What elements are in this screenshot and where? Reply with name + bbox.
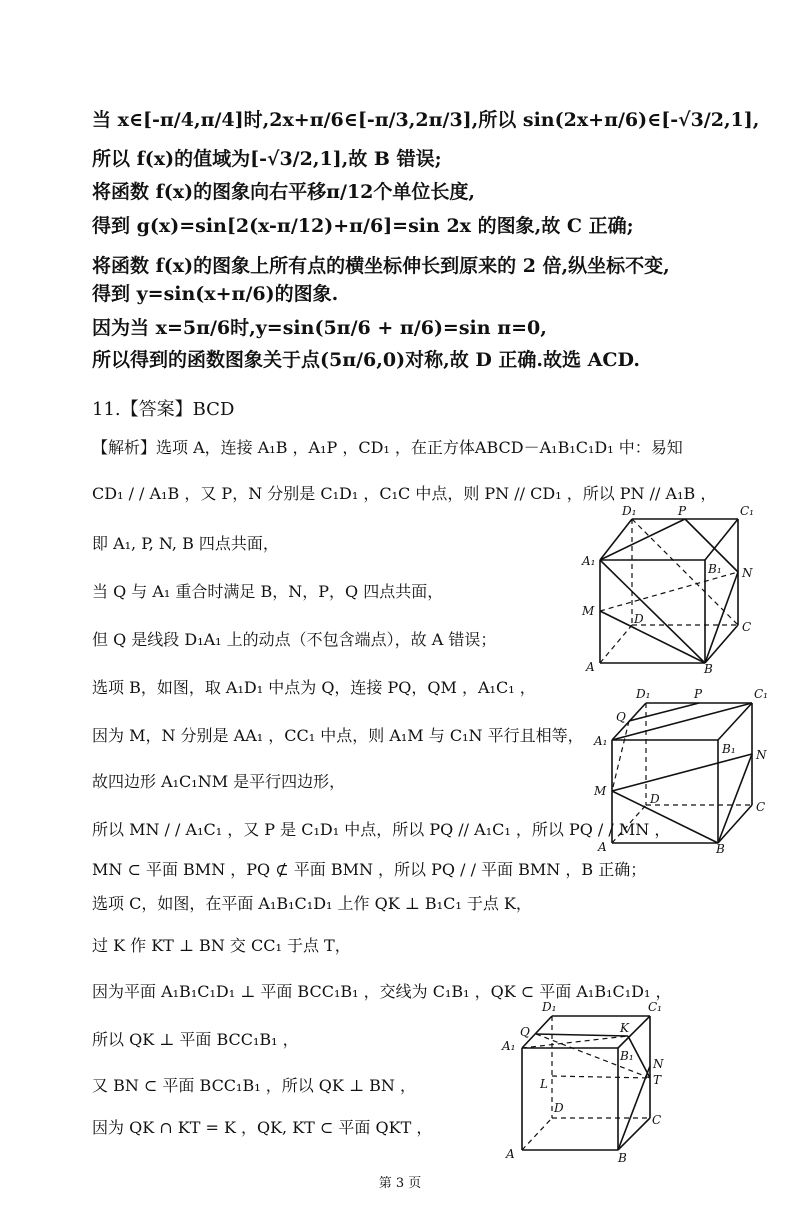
segment-PQ	[629, 703, 699, 721]
analysis-line-6: 选项 B，如图，取 A₁D₁ 中点为 Q，连接 PQ，QM ，A₁C₁ ，	[92, 678, 536, 697]
segment-A1K	[522, 1036, 628, 1048]
segment-MB	[612, 791, 718, 843]
edge	[600, 519, 632, 560]
label-A1: A₁	[502, 1039, 516, 1053]
label-B1: B₁	[708, 562, 722, 576]
analysis-line-13: 因为平面 A₁B₁C₁D₁ ⊥ 平面 BCC₁B₁ ，交线为 C₁B₁ ，QK ⊂ 平面 A₁B₁C₁D₁ ，	[92, 982, 672, 1001]
label-L: L	[540, 1077, 548, 1091]
segment-LT	[552, 1076, 650, 1078]
line-4: 得到 g(x)=sin[2(x-π/12)+π/6]=sin 2x 的图象,故 C 正确;	[92, 215, 634, 237]
line-8: 所以得到的函数图象关于点(5π/6,0)对称,故 D 正确.故选 ACD.	[92, 349, 640, 371]
label-B1: B₁	[620, 1049, 634, 1063]
segment-A1P	[600, 519, 685, 560]
label-Q: Q	[520, 1025, 530, 1039]
line-7: 因为当 x=5π/6时,y=sin(5π/6 + π/6)=sin π=0,	[92, 317, 547, 339]
analysis-line-11: 选项 C，如图，在平面 A₁B₁C₁D₁ 上作 QK ⊥ B₁C₁ 于点 K，	[92, 894, 532, 913]
segment-MN	[600, 572, 738, 611]
cube-figure-1	[570, 505, 770, 675]
edge	[618, 1118, 650, 1150]
label-A1: A₁	[594, 734, 608, 748]
answer-header: 11.【答案】BCD	[92, 399, 235, 420]
segment-MN	[612, 754, 752, 791]
label-D: D	[650, 792, 660, 806]
analysis-line-5: 但 Q 是线段 D₁A₁ 上的动点（不包含端点），故 A 错误；	[92, 630, 497, 649]
line-1: 当 x∈[-π/4,π/4]时,2x+π/6∈[-π/3,2π/3],所以 sin(2x+π/6)∈[-√3/2,1],	[92, 109, 760, 131]
label-A: A	[586, 660, 595, 674]
segment-NB	[705, 572, 738, 663]
analysis-line-15: 又 BN ⊂ 平面 BCC₁B₁ ，所以 QK ⊥ BN ，	[92, 1076, 416, 1095]
cube-figure-2	[590, 685, 780, 855]
line-6: 得到 y=sin(x+π/6)的图象.	[92, 283, 339, 305]
label-Q: Q	[616, 710, 626, 724]
label-N: N	[756, 748, 767, 762]
analysis-line-12: 过 K 作 KT ⊥ BN 交 CC₁ 于点 T，	[92, 936, 351, 955]
label-M: M	[582, 604, 595, 618]
analysis-line-16: 因为 QK ∩ KT = K ，QK, KT ⊂ 平面 QKT ，	[92, 1118, 433, 1137]
segment-NB	[618, 1066, 650, 1150]
segment-MB	[600, 611, 705, 663]
label-T: T	[653, 1073, 662, 1087]
cube-figure-3	[500, 1000, 680, 1165]
label-M: M	[594, 784, 607, 798]
hidden-edge	[600, 625, 632, 663]
label-C: C	[756, 800, 766, 814]
label-A: A	[506, 1147, 515, 1161]
label-C1: C₁	[648, 1000, 662, 1014]
label-C1: C₁	[754, 687, 768, 701]
label-D: D	[634, 612, 644, 626]
analysis-line-9: 所以 MN / / A₁C₁ ，又 P 是 C₁D₁ 中点，所以 PQ // A₁C₁ ，所以 PQ / / MN ，	[92, 820, 671, 839]
edge	[705, 519, 738, 560]
label-P: P	[694, 687, 703, 701]
analysis-line-14: 所以 QK ⊥ 平面 BCC₁B₁ ，	[92, 1030, 299, 1049]
label-D1: D₁	[636, 687, 651, 701]
analysis-line-1: 【解析】选项 A，连接 A₁B ，A₁P ，CD₁ ，在正方体ABCD－A₁B₁C₁D₁ 中：易知	[92, 438, 683, 457]
label-D1: D₁	[622, 505, 637, 518]
segment-A1B	[600, 560, 705, 663]
analysis-line-4: 当 Q 与 A₁ 重合时满足 B，N，P，Q 四点共面，	[92, 582, 444, 601]
line-2: 所以 f(x)的值域为[-√3/2,1],故 B 错误;	[92, 148, 442, 170]
segment-D1C	[632, 519, 738, 625]
label-N: N	[742, 566, 753, 580]
label-B: B	[716, 842, 725, 855]
analysis-line-3: 即 A₁, P, N, B 四点共面，	[92, 534, 279, 553]
edge	[718, 703, 752, 740]
segment-QK	[536, 1034, 628, 1036]
label-C: C	[652, 1113, 662, 1127]
analysis-line-10: MN ⊂ 平面 BMN ，PQ ⊄ 平面 BMN ，所以 PQ / / 平面 BMN ，B 正确；	[92, 860, 647, 879]
segment-NB	[718, 754, 752, 843]
segment-A1C1	[612, 703, 752, 740]
edge	[705, 625, 738, 663]
edge	[718, 805, 752, 843]
label-A: A	[598, 840, 607, 854]
label-A1: A₁	[582, 554, 596, 568]
line-3: 将函数 f(x)的图象向右平移π/12个单位长度,	[92, 181, 475, 203]
label-C1: C₁	[740, 505, 754, 518]
hidden-edge	[612, 805, 646, 843]
label-D1: D₁	[542, 1000, 557, 1014]
analysis-line-2: CD₁ / / A₁B ，又 P，N 分别是 C₁D₁ ，C₁C 中点，则 PN // CD₁ ，所以 PN // A₁B ，	[92, 484, 717, 503]
label-C: C	[742, 620, 752, 634]
label-D: D	[554, 1101, 564, 1115]
hidden-edge	[522, 1118, 552, 1150]
label-P: P	[678, 505, 687, 518]
label-N: N	[653, 1057, 664, 1071]
label-B1: B₁	[722, 742, 736, 756]
label-K: K	[620, 1021, 629, 1035]
page-footer: 第 3 页	[378, 1176, 422, 1191]
line-5: 将函数 f(x)的图象上所有点的横坐标伸长到原来的 2 倍,纵坐标不变,	[92, 255, 670, 277]
analysis-line-7: 因为 M，N 分别是 AA₁ ，CC₁ 中点，则 A₁M 与 C₁N 平行且相等，	[92, 726, 584, 745]
label-B: B	[618, 1151, 627, 1165]
label-B: B	[704, 662, 713, 675]
analysis-line-8: 故四边形 A₁C₁NM 是平行四边形，	[92, 772, 346, 791]
